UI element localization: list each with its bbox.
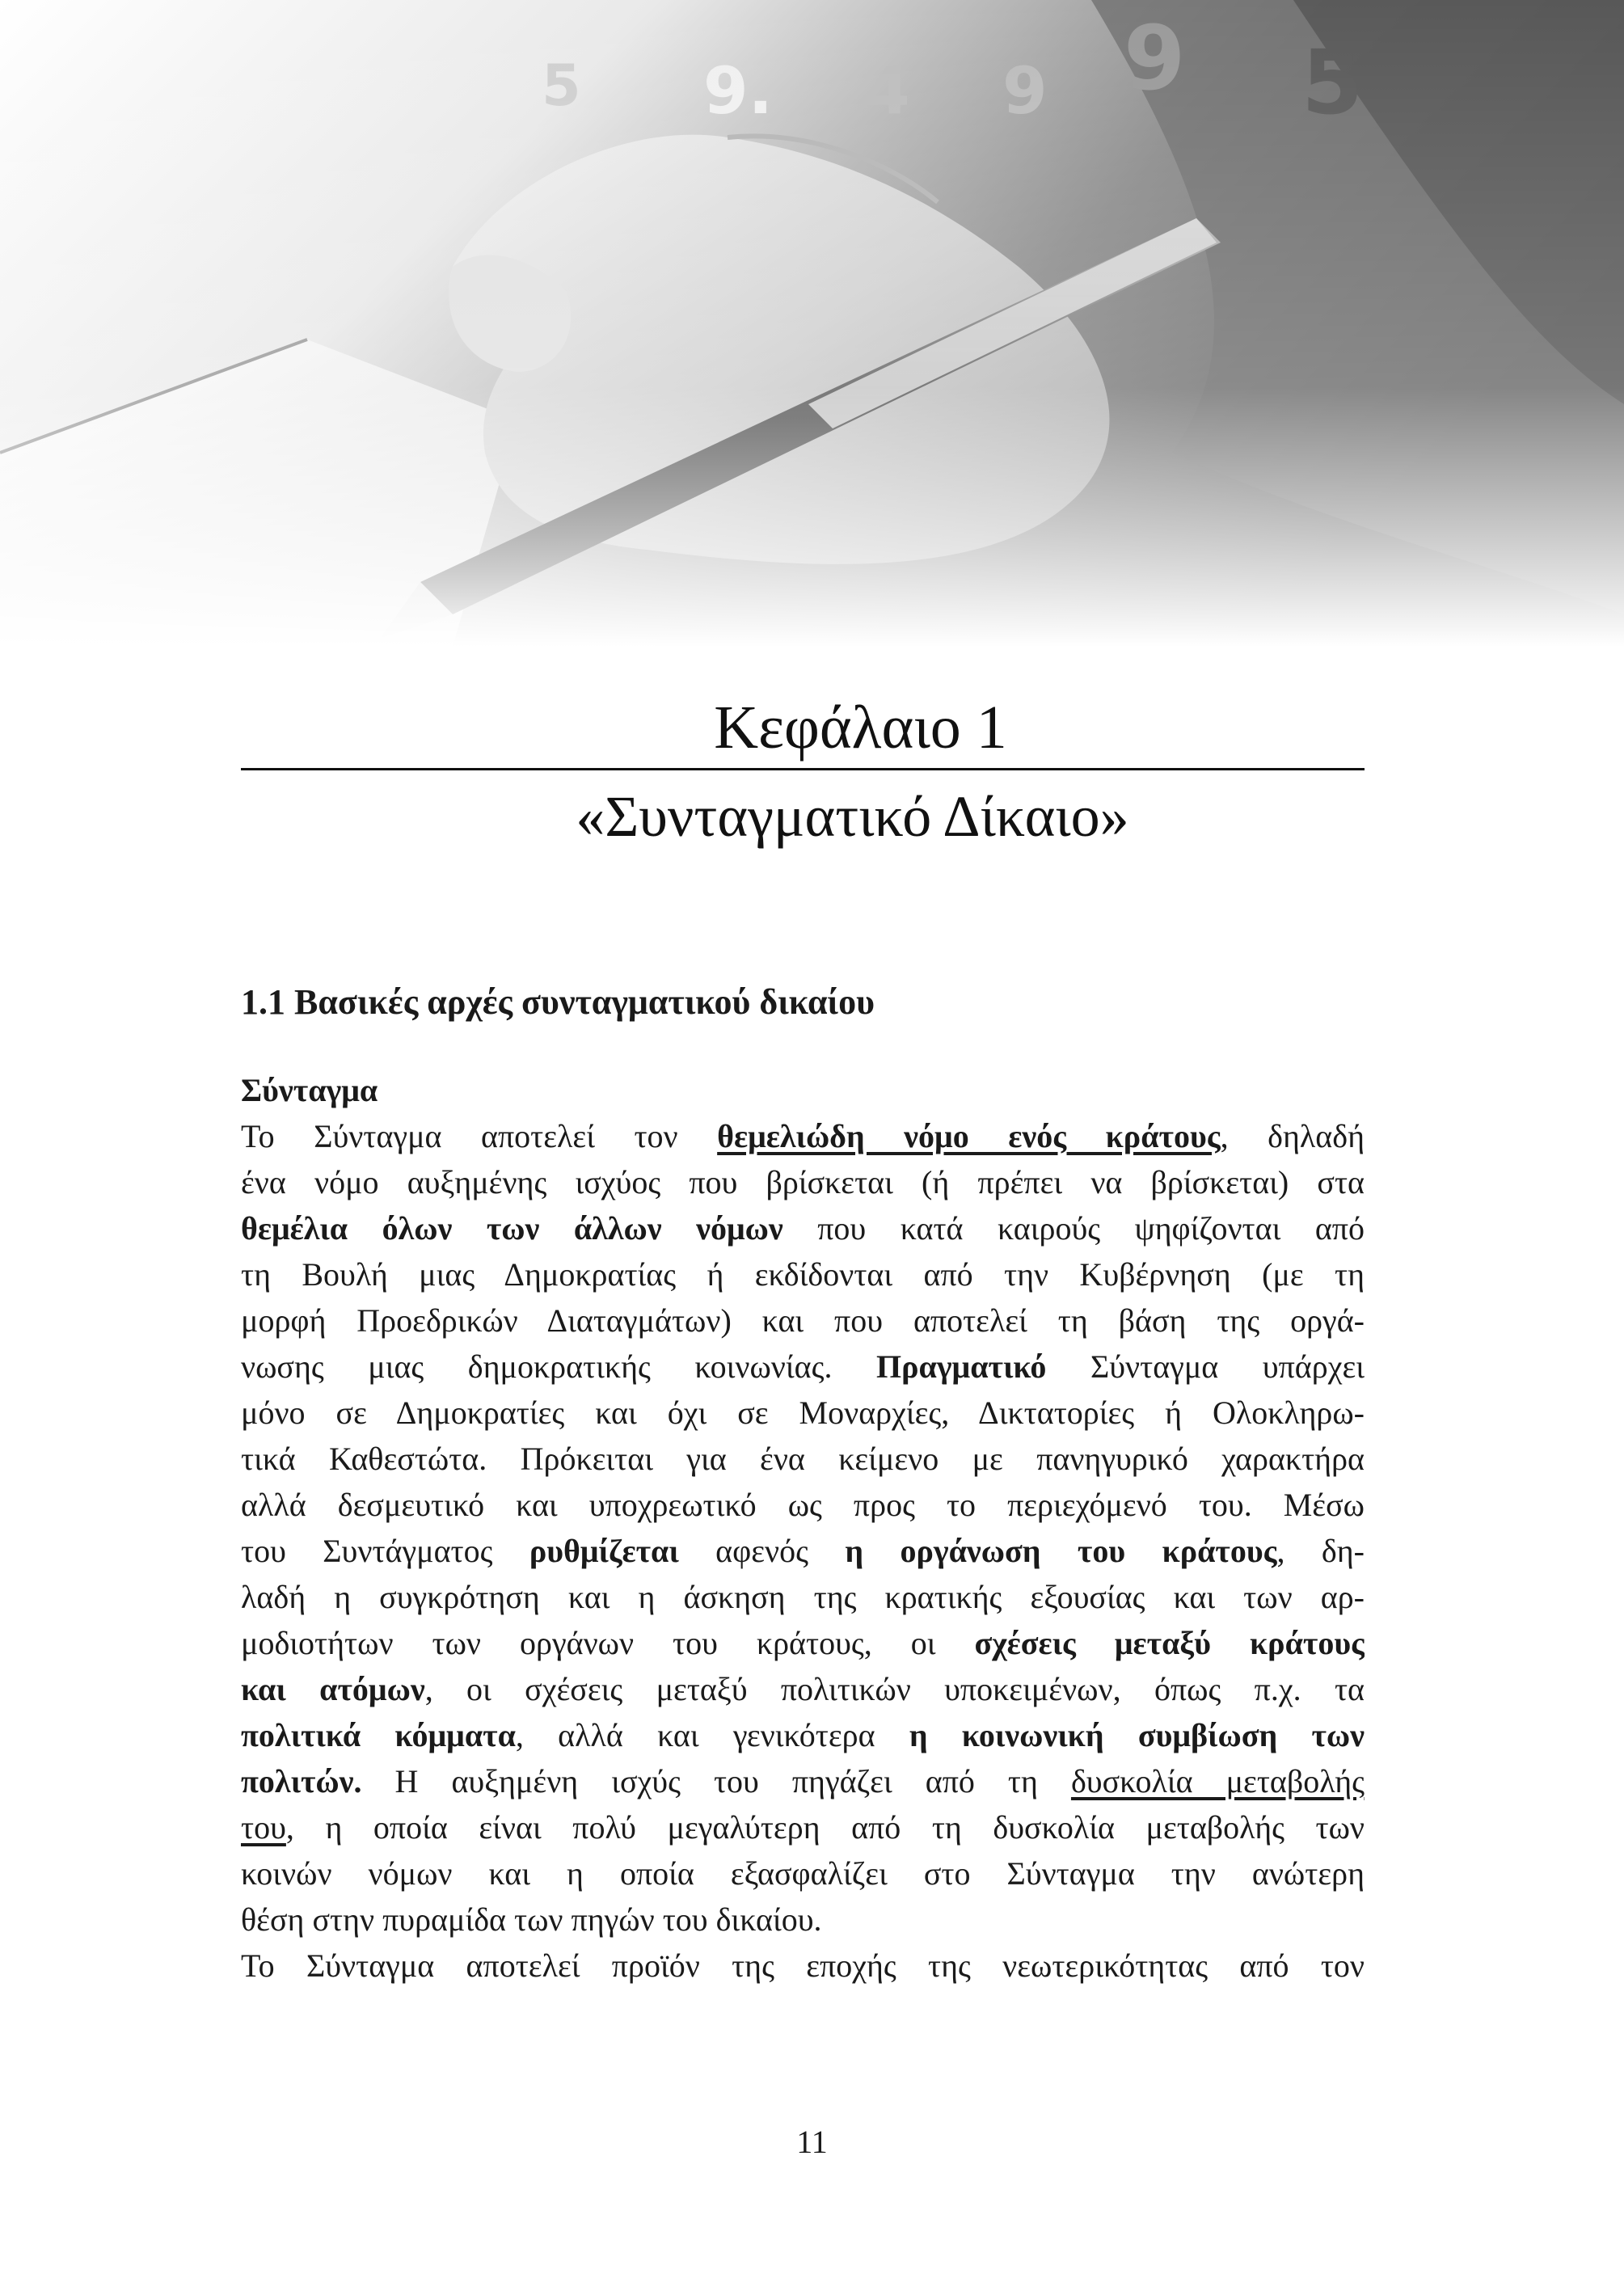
section-heading: 1.1 Βασικές αρχές συνταγματικού δικαίου	[241, 982, 875, 1022]
chapter-title: Κεφάλαιο 1	[714, 694, 1007, 762]
text-line	[241, 1344, 1365, 1390]
text-span: που κατά καιρούς ψηφίζονται από	[782, 1210, 1365, 1247]
text-span: αλλά δεσμευτικό και υποχρεωτικό ως προς το περιεχόμενό του. Μέσω	[241, 1487, 1365, 1523]
text-line	[241, 1113, 1365, 1159]
text-span: του Συντάγματος	[241, 1533, 529, 1569]
header-photo	[0, 0, 1624, 647]
text-line	[241, 1897, 1365, 1943]
text-span: , η οποία είναι πολύ μεγαλύτερη από τη δυσκολία μεταβολής των	[285, 1809, 1365, 1846]
text-span: νωσης μιας δημοκρατικής κοινωνίας.	[241, 1348, 876, 1385]
emphasis-underlined: θεμελιώδη νόμο ενός κράτους	[717, 1118, 1221, 1154]
text-span: Σύνταγμα υπάρχει	[1046, 1348, 1365, 1385]
text-span: , αλλά και γενικότερα	[515, 1717, 909, 1753]
emphasis-bold: σχέσεις μεταξύ κράτους	[974, 1625, 1365, 1661]
text-span: τη Βουλή μιας Δημοκρατίας ή εκδίδονται από την Κυβέρνηση (με τη	[241, 1256, 1365, 1293]
text-line	[241, 1943, 1365, 1989]
text-line	[241, 1804, 1365, 1850]
text-span: ένα νόμο αυξημένης ισχύος που βρίσκεται (ή πρέπει να βρίσκεται) στα	[241, 1164, 1365, 1200]
text-span: θέση στην πυραμίδα των πηγών του δικαίου.	[241, 1901, 822, 1938]
chapter-subtitle: «Συνταγματικό Δίκαιο»	[576, 784, 1129, 849]
text-line	[241, 1850, 1365, 1897]
page-number: 11	[796, 2124, 828, 2160]
text-span: Το Σύνταγμα αποτελεί προϊόν της εποχής της νεωτερικότητας από τον	[241, 1947, 1365, 1984]
text-line	[241, 1528, 1365, 1574]
text-line	[241, 1205, 1365, 1251]
text-span: μόνο σε Δημοκρατίες και όχι σε Μοναρχίες, Δικτατορίες ή Ολοκληρω-	[241, 1394, 1365, 1431]
emphasis-bold: και ατόμων	[241, 1671, 425, 1707]
body-text	[241, 1067, 1365, 1989]
title-divider	[241, 768, 1365, 770]
emphasis-bold: η οργάνωση του κράτους	[845, 1533, 1277, 1569]
text-line	[241, 1758, 1365, 1804]
text-line	[241, 1436, 1365, 1482]
emphasis-bold: η κοινωνική συμβίωση των	[909, 1717, 1365, 1753]
text-span: , οι σχέσεις μεταξύ πολιτικών υποκειμένων, όπως π.χ. τα	[424, 1671, 1365, 1707]
text-span: Η αυξημένη ισχύς του πηγάζει από τη	[361, 1763, 1071, 1799]
text-span: μορφή Προεδρικών Διαταγμάτων) και που αποτελεί τη βάση της οργά-	[241, 1302, 1365, 1339]
text-span: τικά Καθεστώτα. Πρόκειται για ένα κείμενο με πανηγυρικό χαρακτήρα	[241, 1441, 1365, 1477]
emphasis-bold: Πραγματικό	[875, 1348, 1047, 1385]
text-line	[241, 1297, 1365, 1344]
text-line	[241, 1620, 1365, 1666]
text-line	[241, 1666, 1365, 1712]
text-line	[241, 1251, 1365, 1297]
emphasis-underlined: δυσκολία μεταβολής	[1070, 1763, 1365, 1799]
emphasis-bold: πολιτικά κόμματα	[241, 1717, 516, 1753]
term-heading: Σύνταγμα	[241, 1072, 378, 1108]
text-span: μοδιοτήτων των οργάνων του κράτους, οι	[241, 1625, 975, 1661]
emphasis-bold: πολιτών.	[241, 1763, 362, 1799]
text-span: κοινών νόμων και η οποία εξασφαλίζει στο Σύνταγμα την ανώτερη	[241, 1855, 1365, 1892]
text-line	[241, 1390, 1365, 1436]
emphasis-bold: ρυθμίζεται	[529, 1533, 679, 1569]
text-span: , δη-	[1276, 1533, 1365, 1569]
text-line	[241, 1482, 1365, 1528]
emphasis-underlined: του	[241, 1809, 286, 1846]
text-span: λαδή η συγκρότηση και η άσκηση της κρατικής εξουσίας και των αρ-	[241, 1579, 1365, 1615]
text-line	[241, 1712, 1365, 1758]
text-line	[241, 1574, 1365, 1620]
text-span: Το Σύνταγμα αποτελεί τον	[241, 1118, 718, 1154]
text-span: , δηλαδή	[1220, 1118, 1365, 1154]
emphasis-bold: θεμέλια όλων των άλλων νόμων	[241, 1210, 783, 1247]
text-line	[241, 1159, 1365, 1205]
text-span: αφενός	[678, 1533, 846, 1569]
hand-writing-photo	[0, 0, 1624, 647]
